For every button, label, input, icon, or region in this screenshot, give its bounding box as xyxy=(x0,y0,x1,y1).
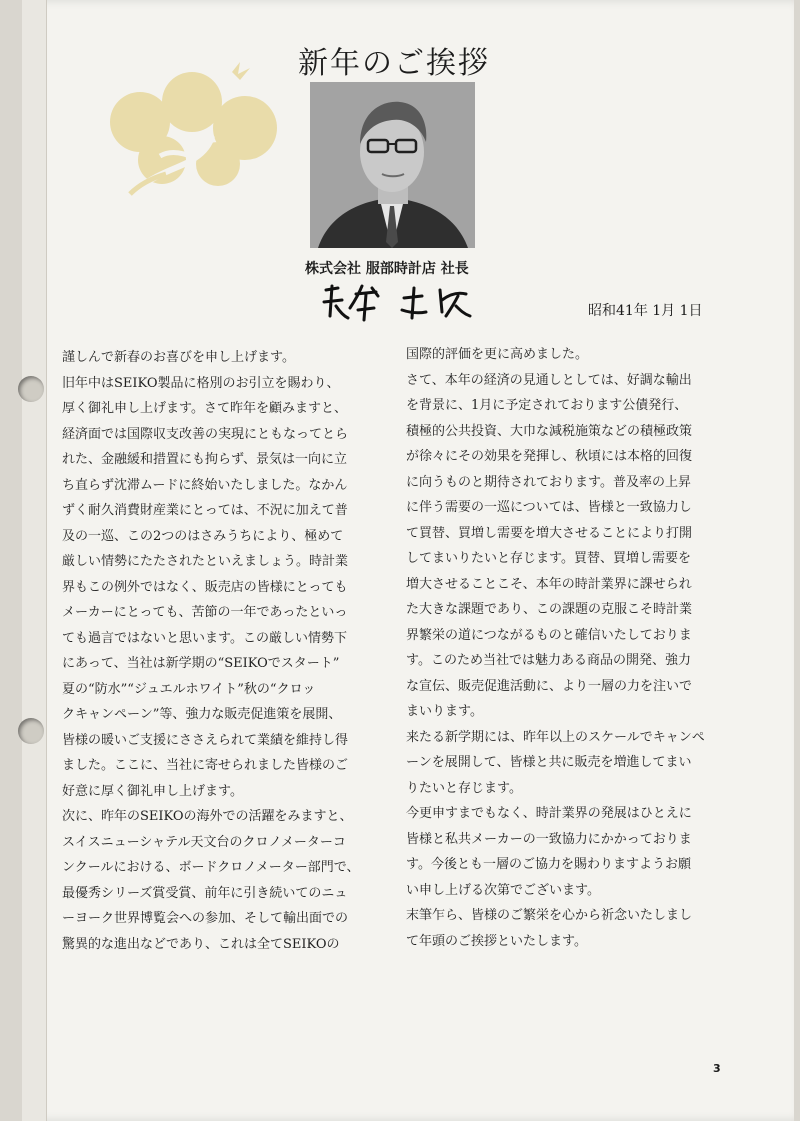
body-paragraph: 来たる新学期には、昨年以上のスケールでキャンペ ーンを展開して、皆様と共に販売を増進してまい りたいと存じます。 xyxy=(406,729,705,796)
body-paragraph: さて、本年の経済の見通しとしては、好調な輸出 を背景に、1月に予定されております公債発行、 積極的公共投資、大巾な減税施策などの積極政策 が徐々にその効果を発揮し、秋頃には本格的回復 に向うものと期待されております。普及率の上昇 に伴う需要の一巡については、皆様と一致協力し て買替、買増し需要を増大させることにより打開 してまいりたいと存じます。買替、買増し需要を 増大させることこそ、本年の時計業界に課せられ た大きな課題であり、この課題の克服こそ時計業 界繁栄の道につながるものと確信いたしておりま す。このため当社では魅力ある商品の開発、強力 な宣伝、販売促進活動に、より一層の力を注いで まいります。 xyxy=(406,372,693,719)
plum-blossom-crane-icon xyxy=(100,60,285,204)
body-right-column xyxy=(406,342,736,954)
page-binding-edge xyxy=(22,0,47,1121)
handwritten-signature xyxy=(318,280,478,328)
binder-hole-bottom xyxy=(18,718,44,744)
company-title: 株式会社 服部時計店 社長 xyxy=(305,261,469,277)
binder-hole-top xyxy=(18,376,44,402)
body-paragraph: 旧年中はSEIKO製品に格別のお引立を賜わり、 厚く御礼申し上げます。さて昨年を顧みますと、 経済面では国際収支改善の実現にともなってとら れた、金融緩和措置にも拘らず、景気は一向に立 ち直らず沈滞ムードに終始いたしました。なかん ずく耐久消費財産業にとっては、不況に加えて普 及の一巡、この2つのはさみうちにより、極めて 厳しい情勢にたたされたといえましょう。時計業 界もこの例外ではなく、販売店の皆様にとっても メーカーにとっても、苦節の一年であったといっ ても過言ではないと思います。この厳しい情勢下 にあって、当社は新学期の“SEIKOでスタート” 夏の“防水”“ジュエルホワイト”秋の“クロッ クキャンペーン”等、強力な販売促進策を展開、 皆様の暖いご支援にささえられて業績を維持し得 ました。ここに、当社に寄せられました皆様のご 好意に厚く御礼申し上げます。 xyxy=(62,375,349,799)
president-portrait-photo xyxy=(310,82,475,248)
page-title: 新年のご挨拶 xyxy=(298,46,490,81)
body-paragraph: 国際的評価を更に高めました。 xyxy=(406,347,589,362)
page-number: 3 xyxy=(713,1062,721,1075)
body-paragraph: 末筆乍ら、皆様のご繁栄を心から祈念いたしまし て年頭のご挨拶といたします。 xyxy=(406,908,693,949)
body-paragraph: 謹しんで新春のお喜びを申し上げます。 xyxy=(62,350,295,365)
document-date: 昭和41年 1月 1日 xyxy=(588,303,703,319)
body-paragraph: 次に、昨年のSEIKOの海外での活躍をみますと、 スイスニューシャテル天文台のクロノメーターコ ンクールにおける、ボードクロノメーター部門で、 最優秀シリーズ賞受賞、前年に引き続いてのニュ ーヨーク世界博覧会への参加、そして輸出面での 驚異的な進出などであり、これは全てSEIKOの xyxy=(62,809,360,952)
body-left-column xyxy=(62,345,392,957)
body-paragraph: 今更申すまでもなく、時計業界の発展はひとえに 皆様と私共メーカーの一致協力にかかっておりま す。今後とも一層のご協力を賜わりますようお願 い申し上げる次第でございます。 xyxy=(406,806,692,898)
